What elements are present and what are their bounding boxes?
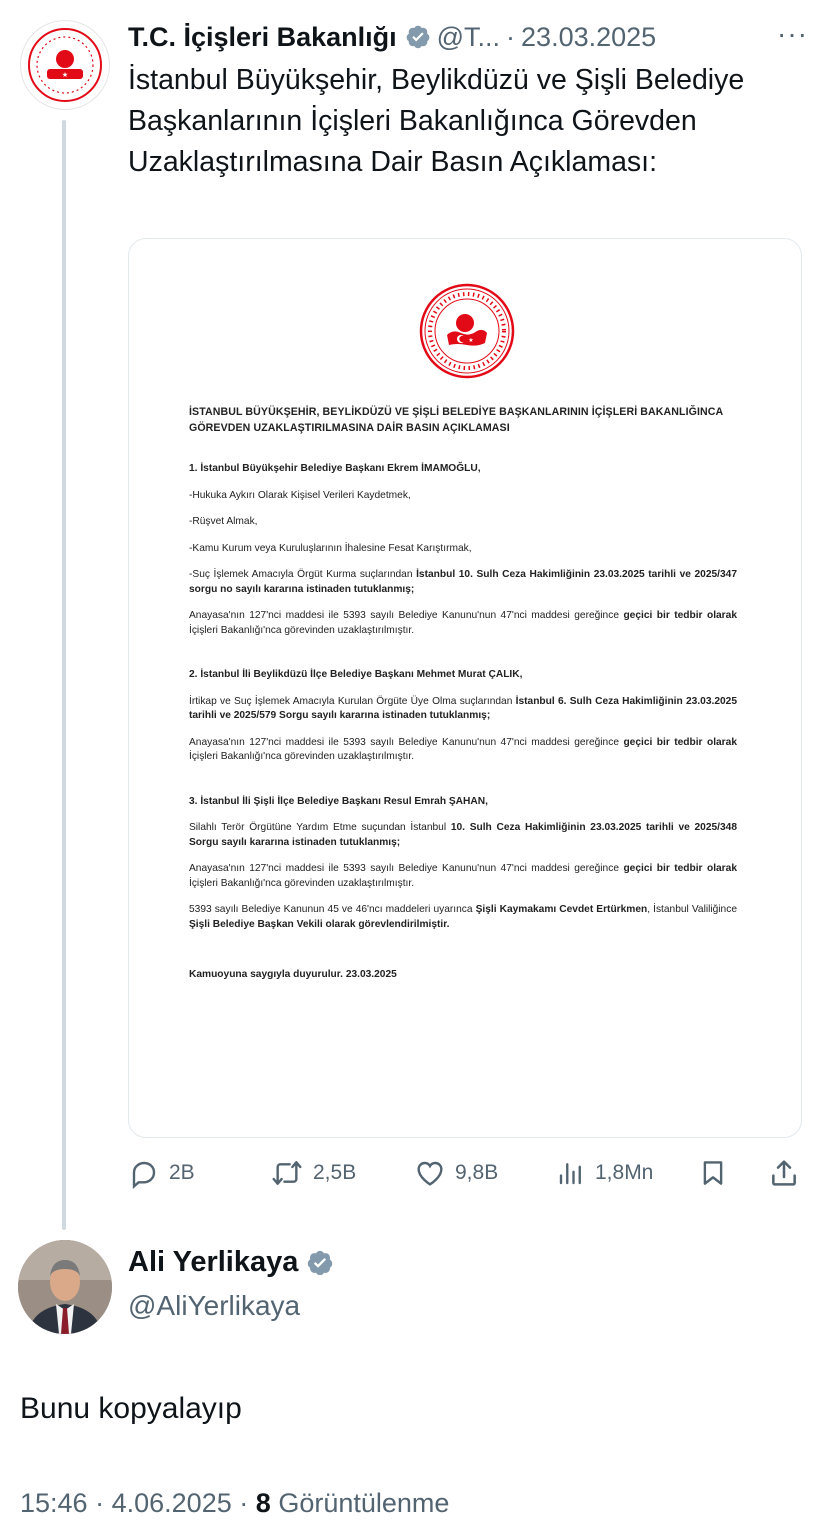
reply-views-label: Görüntülenme xyxy=(278,1488,450,1518)
thread-connector-line xyxy=(62,120,66,1230)
reply-count: 2B xyxy=(169,1161,195,1184)
section1-heading: 1. İstanbul Büyükşehir Belediye Başkanı Ekrem İMAMOĞLU, xyxy=(189,463,481,474)
share-button[interactable] xyxy=(768,1157,800,1189)
reply-views-count: 8 xyxy=(255,1488,271,1518)
meta-separator: · xyxy=(239,1488,249,1518)
views-count: 1,8Mn xyxy=(595,1161,654,1184)
reply-tweet-meta xyxy=(20,1488,449,1519)
like-count: 9,8B xyxy=(455,1161,499,1184)
parent-tweet-actions xyxy=(128,1150,808,1196)
document-closing: Kamuoyuna saygıyla duyurulur. 23.03.2025 xyxy=(189,969,397,980)
like-button[interactable] xyxy=(414,1157,498,1189)
repost-count: 2,5B xyxy=(313,1161,357,1184)
reply-author-handle[interactable]: @AliYerlikaya xyxy=(128,1290,301,1321)
section1-item: -Rüşvet Almak, xyxy=(189,516,258,527)
parent-tweet-text: İstanbul Büyükşehir, Beylikdüzü ve Şişli Belediye Başkanlarının İçişleri Bakanlığınca Görevden Uzaklaştırılmasına Dair Basın Açıklaması: xyxy=(128,64,745,178)
reply-author-name-row xyxy=(128,1246,340,1279)
ministry-emblem-icon xyxy=(419,283,515,379)
bookmark-icon xyxy=(698,1157,728,1189)
views-chart-icon xyxy=(556,1157,586,1189)
section3-assignment: 5393 sayılı Belediye Kanunun 45 ve 46'ncı maddeleri uyarınca Şişli Kaymakamı Cevdet Ertürkmen, İstanbul Valiliğince Şişli Belediye Başkan Vekili olarak görevlendirilmiştir. xyxy=(189,904,737,930)
ministry-seal-icon xyxy=(25,25,105,105)
reply-tweet-text: Bunu kopyalayıp xyxy=(20,1392,242,1425)
svg-text:★: ★ xyxy=(61,71,69,79)
section3-law: Anayasa'nın 127'nci maddesi ile 5393 sayılı Belediye Kanunu'nun 47'nci maddesi gereğince geçici bir tedbir olarak İçişleri Bakanlığı'nca görevinden uzaklaştırılmıştır. xyxy=(189,863,737,889)
verified-badge-icon xyxy=(306,1249,334,1277)
section2-law: Anayasa'nın 127'nci maddesi ile 5393 sayılı Belediye Kanunu'nun 47'nci maddesi gereğince geçici bir tedbir olarak İçişleri Bakanlığı'nca görevinden uzaklaştırılmıştır. xyxy=(189,736,737,762)
parent-author-handle[interactable]: @T... xyxy=(436,21,501,52)
section2-heading: 2. İstanbul İli Beylikdüzü İlçe Belediye Başkanı Mehmet Murat ÇALIK, xyxy=(189,669,523,680)
section3-item: Silahlı Terör Örgütüne Yardım Etme suçundan İstanbul 10. Sulh Ceza Hakimliğinin 23.03.2025 tarihli ve 2025/348 Sorgu sayılı kararına istinaden tutuklanmış; xyxy=(189,822,737,848)
ministry-avatar[interactable] xyxy=(20,20,110,110)
section1-law: Anayasa'nın 127'nci maddesi ile 5393 sayılı Belediye Kanunu'nun 47'nci maddesi gereğince geçici bir tedbir olarak İçişleri Bakanlığı'nca görevinden uzaklaştırılmıştır. xyxy=(189,610,737,636)
parent-tweet-date[interactable]: 23.03.2025 xyxy=(521,21,657,52)
person-avatar-icon xyxy=(18,1240,112,1334)
reply-author-name[interactable]: Ali Yerlikaya xyxy=(128,1246,299,1278)
parent-author-name[interactable]: T.C. İçişleri Bakanlığı xyxy=(128,21,397,52)
attached-document-image[interactable] xyxy=(128,238,802,1138)
views-button[interactable] xyxy=(556,1157,653,1189)
repost-button[interactable] xyxy=(270,1157,356,1189)
share-icon xyxy=(768,1157,800,1189)
section1-item: -Suç İşlemek Amacıyla Örgüt Kurma suçlarından İstanbul 10. Sulh Ceza Hakimliğinin 23.03.2025 tarihli ve 2025/347 sorgu no sayılı kararına istinaden tutuklanmış; xyxy=(189,569,738,595)
reply-author-avatar[interactable] xyxy=(18,1240,112,1334)
section1-item: -Kamu Kurum veya Kuruluşlarının İhalesine Fesat Karıştırmak, xyxy=(189,542,472,554)
section3-heading: 3. İstanbul İli Şişli İlçe Belediye Başkanı Resul Emrah ŞAHAN, xyxy=(189,795,488,807)
reply-button[interactable] xyxy=(128,1157,195,1189)
section1-item: -Hukuka Aykırı Olarak Kişisel Verileri Kaydetmek, xyxy=(189,489,411,501)
meta-separator: · xyxy=(95,1488,105,1518)
bookmark-button[interactable] xyxy=(698,1157,728,1189)
verified-badge-icon xyxy=(405,24,431,50)
header-separator: · xyxy=(506,21,516,52)
reply-time[interactable]: 15:46 xyxy=(20,1488,88,1518)
reply-date[interactable]: 4.06.2025 xyxy=(111,1488,232,1518)
reply-icon xyxy=(128,1157,160,1189)
section2-item: İrtikap ve Suç İşlemek Amacıyla Kurulan Örgüte Üye Olma suçlarından İstanbul 6. Sulh Ceza Hakimliğinin 23.03.2025 tarihli ve 2025/579 Sorgu sayılı kararına istinaden tutuklanmış; xyxy=(189,695,737,721)
repost-icon xyxy=(270,1157,304,1189)
like-heart-icon xyxy=(414,1157,446,1189)
document-body xyxy=(189,405,737,983)
more-horizontal-icon[interactable]: ··· xyxy=(777,18,808,49)
svg-text:★: ★ xyxy=(468,337,474,344)
document-title: İSTANBUL BÜYÜKŞEHİR, BEYLİKDÜZÜ VE ŞİŞLİ BELEDİYE BAŞKANLARININ İÇİŞLERİ BAKANLIĞINCA GÖREVDEN UZAKLAŞTIRILMASINA DAİR BASIN AÇIKLAMASI xyxy=(189,406,723,434)
parent-tweet-header xyxy=(128,18,808,56)
